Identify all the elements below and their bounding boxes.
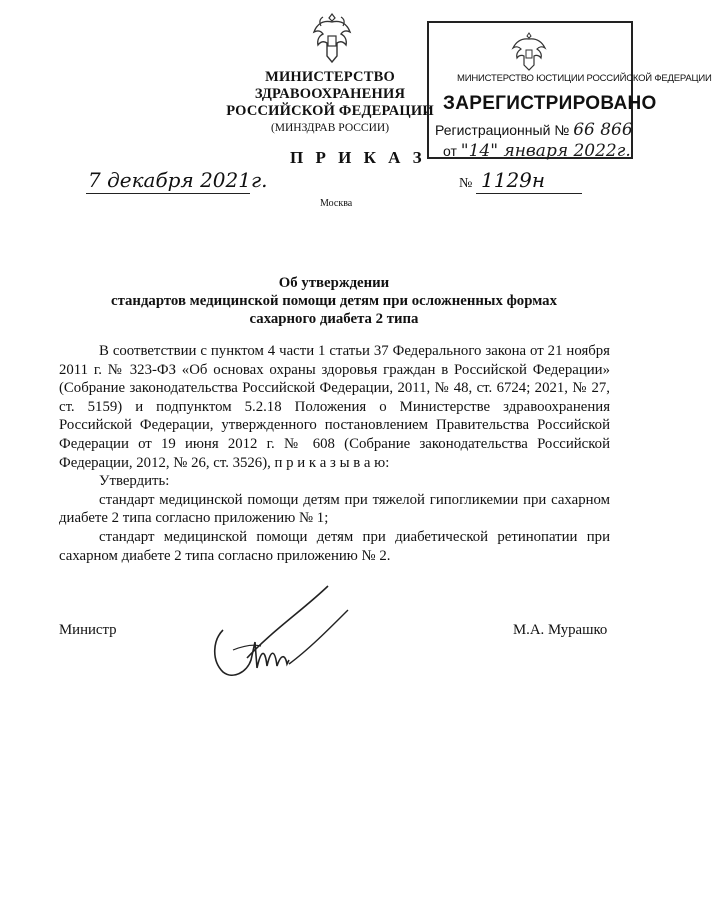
stamp-date-prefix: от [443, 143, 457, 159]
title-line-1: Об утверждении [278, 275, 390, 291]
date-underline [86, 193, 250, 194]
registration-stamp [427, 21, 712, 161]
number-underline [476, 193, 582, 194]
ministry-short-name: (МИНЗДРАВ РОССИИ) [270, 122, 390, 134]
order-number-label: № [459, 176, 473, 191]
ministry-name-line2: РОССИЙСКОЙ ФЕДЕРАЦИИ [226, 103, 434, 119]
approve-paragraph: Утвердить: [99, 473, 170, 490]
document-title [60, 274, 608, 328]
stamp-registration-number [435, 120, 633, 140]
signatory-name: М.А. Мурашко [513, 622, 608, 638]
stamp-registered-label: ЗАРЕГИСТРИРОВАНО [443, 93, 657, 114]
handwritten-signature [203, 580, 353, 690]
item-2-paragraph: стандарт медицинской помощи детям при диабетической ретинопатии при сахарном диабете 2 типа согласно приложению № 2. [59, 528, 610, 564]
title-line-2: стандартов медицинской помощи детям при осложненных формах [111, 293, 557, 309]
city-label: Москва [320, 198, 353, 209]
handwritten-date: 7 декабря 2021г. [88, 168, 268, 192]
preamble-paragraph [59, 342, 610, 472]
document-body [59, 342, 610, 565]
stamp-date [443, 141, 631, 161]
stamp-reg-number-label: Регистрационный № [435, 122, 570, 138]
stamp-reg-number-value: 66 866 [573, 120, 633, 140]
item-1-paragraph: стандарт медицинской помощи детям при тяжелой гипогликемии при сахарном диабете 2 типа согласно приложению № 1; [59, 491, 610, 527]
stamp-emblem-icon [509, 30, 549, 72]
signatory-role: Министр [59, 622, 117, 638]
stamp-date-value: "14" января 2022г. [460, 141, 631, 161]
order-word: п р и к а з ы в а ю: [274, 454, 390, 471]
stamp-organization: МИНИСТЕРСТВО ЮСТИЦИИ РОССИЙСКОЙ ФЕДЕРАЦИИ [457, 73, 712, 84]
handwritten-order-number: 1129н [481, 168, 546, 192]
title-line-3: сахарного диабета 2 типа [249, 311, 419, 327]
ministry-name-line1: МИНИСТЕРСТВО ЗДРАВООХРАНЕНИЯ [254, 69, 406, 102]
preamble-text: В соответствии с пунктом 4 части 1 статьи 37 Федерального закона от 21 ноября 2011 г. № 323-ФЗ «Об основах охраны здоровья граждан в Российской Федерации» (Собрание законодательства Российской Федерации, 2011, № 48, ст. 6724; 2021, № 27, ст. 5159) и подпунктом 5.2.18 Положения о Министерстве здравоохранения Российской Федерации, утвержденного постановлением Правительства Российской Федерации от 19 июня 2012 г. № 608 (Собрание законодательства Российской Федерации, 2012, № 26, ст. 3526), [59, 343, 610, 471]
coat-of-arms-icon [309, 10, 355, 66]
document-type-heading: П Р И К А З [290, 148, 426, 167]
